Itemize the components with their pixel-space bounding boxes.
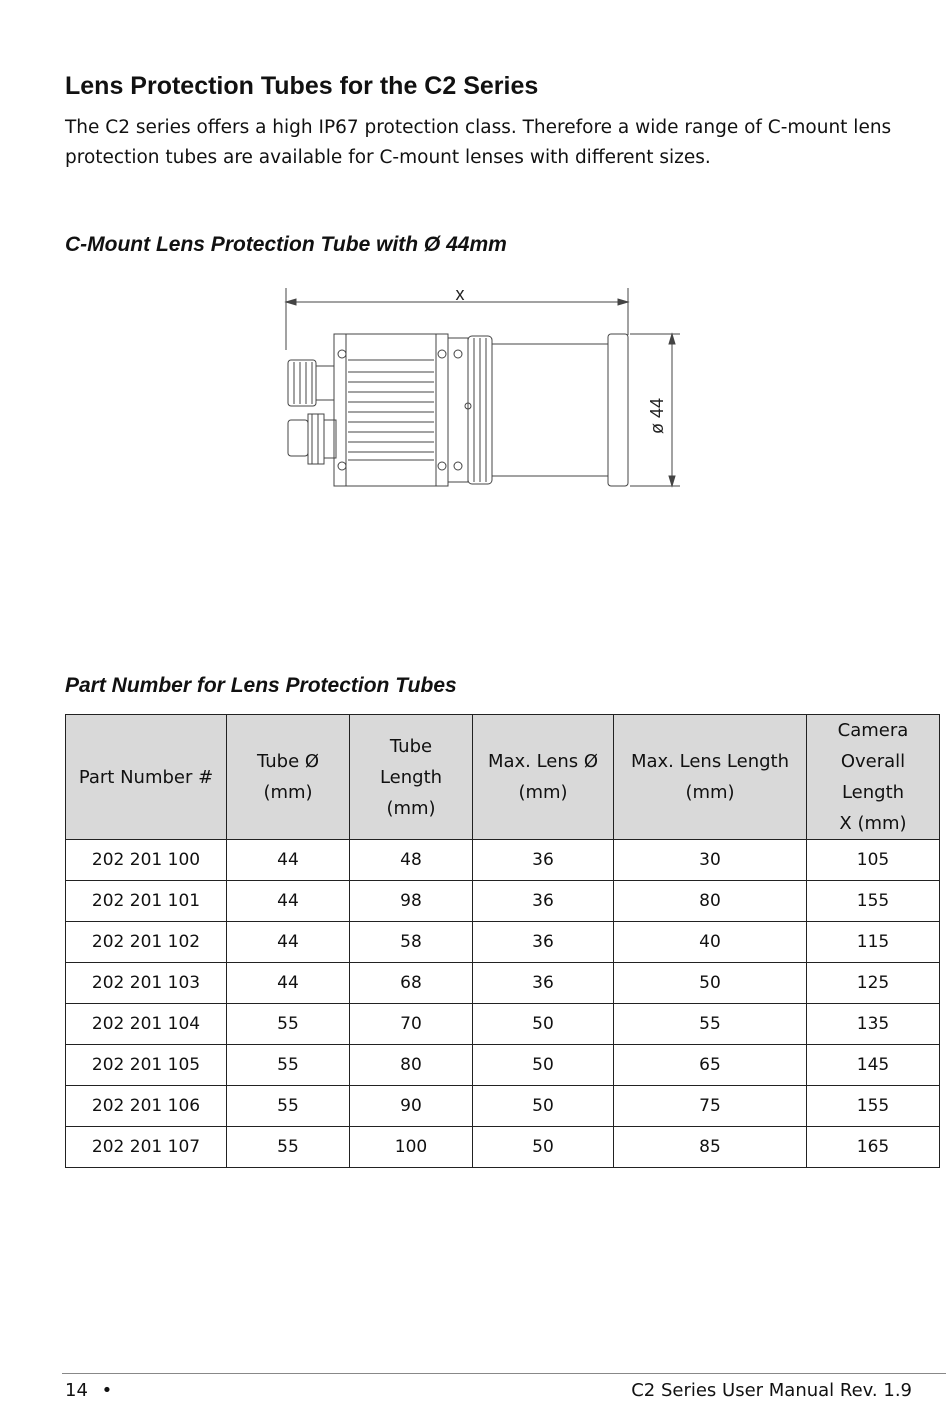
cell-tube-diameter: 55 <box>227 1004 350 1045</box>
cell-tube-diameter: 44 <box>227 963 350 1004</box>
dimension-x-label: x <box>455 284 465 304</box>
table-row <box>66 1127 940 1168</box>
dimension-diameter-label: ø 44 <box>647 397 667 435</box>
table-row <box>66 881 940 922</box>
lens-tube-drawing <box>270 280 690 495</box>
footer-manual-title: C2 Series User Manual Rev. 1.9 <box>631 1380 912 1401</box>
cell-max-lens-diameter: 36 <box>473 922 614 963</box>
cell-part-number: 202 201 100 <box>66 840 227 881</box>
cell-camera-overall-length: 135 <box>807 1004 940 1045</box>
cell-tube-length: 48 <box>350 840 473 881</box>
cell-max-lens-length: 85 <box>614 1127 807 1168</box>
cell-max-lens-diameter: 36 <box>473 963 614 1004</box>
cell-camera-overall-length: 115 <box>807 922 940 963</box>
footer-bullet: • <box>101 1380 113 1401</box>
cell-camera-overall-length: 145 <box>807 1045 940 1086</box>
intro-paragraph: The C2 series offers a high IP67 protection class. Therefore a wide range of C-mount lens protection tubes are available for C-mount lenses with different sizes. <box>65 117 892 168</box>
cell-max-lens-length: 50 <box>614 963 807 1004</box>
table-row <box>66 1004 940 1045</box>
table-row <box>66 1045 940 1086</box>
page-number: 14 <box>65 1380 88 1401</box>
cell-camera-overall-length: 165 <box>807 1127 940 1168</box>
cell-camera-overall-length: 155 <box>807 1086 940 1127</box>
cell-tube-length: 98 <box>350 881 473 922</box>
table-section-title: Part Number for Lens Protection Tubes <box>65 674 457 697</box>
footer-page <box>65 1380 112 1401</box>
cell-tube-diameter: 44 <box>227 840 350 881</box>
header-part-number: Part Number # <box>66 715 227 840</box>
cell-max-lens-length: 65 <box>614 1045 807 1086</box>
header-camera-overall-length: Camera Overall Length X (mm) <box>807 715 940 840</box>
cell-max-lens-diameter: 36 <box>473 881 614 922</box>
cell-tube-length: 68 <box>350 963 473 1004</box>
page-heading: Lens Protection Tubes for the C2 Series <box>65 72 539 100</box>
cell-max-lens-length: 75 <box>614 1086 807 1127</box>
cell-part-number: 202 201 107 <box>66 1127 227 1168</box>
table-row <box>66 922 940 963</box>
cell-max-lens-diameter: 36 <box>473 840 614 881</box>
cell-tube-diameter: 44 <box>227 922 350 963</box>
header-max-lens-diameter: Max. Lens Ø (mm) <box>473 715 614 840</box>
header-tube-diameter: Tube Ø (mm) <box>227 715 350 840</box>
cell-part-number: 202 201 106 <box>66 1086 227 1127</box>
table-row <box>66 1086 940 1127</box>
cell-max-lens-length: 40 <box>614 922 807 963</box>
cell-camera-overall-length: 105 <box>807 840 940 881</box>
cell-camera-overall-length: 125 <box>807 963 940 1004</box>
cell-tube-length: 58 <box>350 922 473 963</box>
footer-divider <box>62 1373 946 1374</box>
cell-max-lens-length: 30 <box>614 840 807 881</box>
cell-max-lens-length: 80 <box>614 881 807 922</box>
cell-max-lens-diameter: 50 <box>473 1004 614 1045</box>
cell-tube-length: 90 <box>350 1086 473 1127</box>
cell-part-number: 202 201 103 <box>66 963 227 1004</box>
cell-tube-length: 100 <box>350 1127 473 1168</box>
cell-max-lens-diameter: 50 <box>473 1045 614 1086</box>
table-row <box>66 840 940 881</box>
header-max-lens-length: Max. Lens Length (mm) <box>614 715 807 840</box>
cell-part-number: 202 201 102 <box>66 922 227 963</box>
table-header-row <box>66 715 940 840</box>
cell-tube-diameter: 44 <box>227 881 350 922</box>
cell-tube-diameter: 55 <box>227 1086 350 1127</box>
cell-tube-diameter: 55 <box>227 1127 350 1168</box>
cell-part-number: 202 201 101 <box>66 881 227 922</box>
table-row <box>66 963 940 1004</box>
header-tube-length: Tube Length (mm) <box>350 715 473 840</box>
drawing-section-title: C-Mount Lens Protection Tube with Ø 44mm <box>65 233 507 256</box>
cell-tube-diameter: 55 <box>227 1045 350 1086</box>
cell-max-lens-diameter: 50 <box>473 1127 614 1168</box>
cell-part-number: 202 201 104 <box>66 1004 227 1045</box>
cell-part-number: 202 201 105 <box>66 1045 227 1086</box>
cell-max-lens-length: 55 <box>614 1004 807 1045</box>
cell-max-lens-diameter: 50 <box>473 1086 614 1127</box>
cell-tube-length: 80 <box>350 1045 473 1086</box>
part-number-table <box>65 714 940 1168</box>
cell-camera-overall-length: 155 <box>807 881 940 922</box>
cell-tube-length: 70 <box>350 1004 473 1045</box>
